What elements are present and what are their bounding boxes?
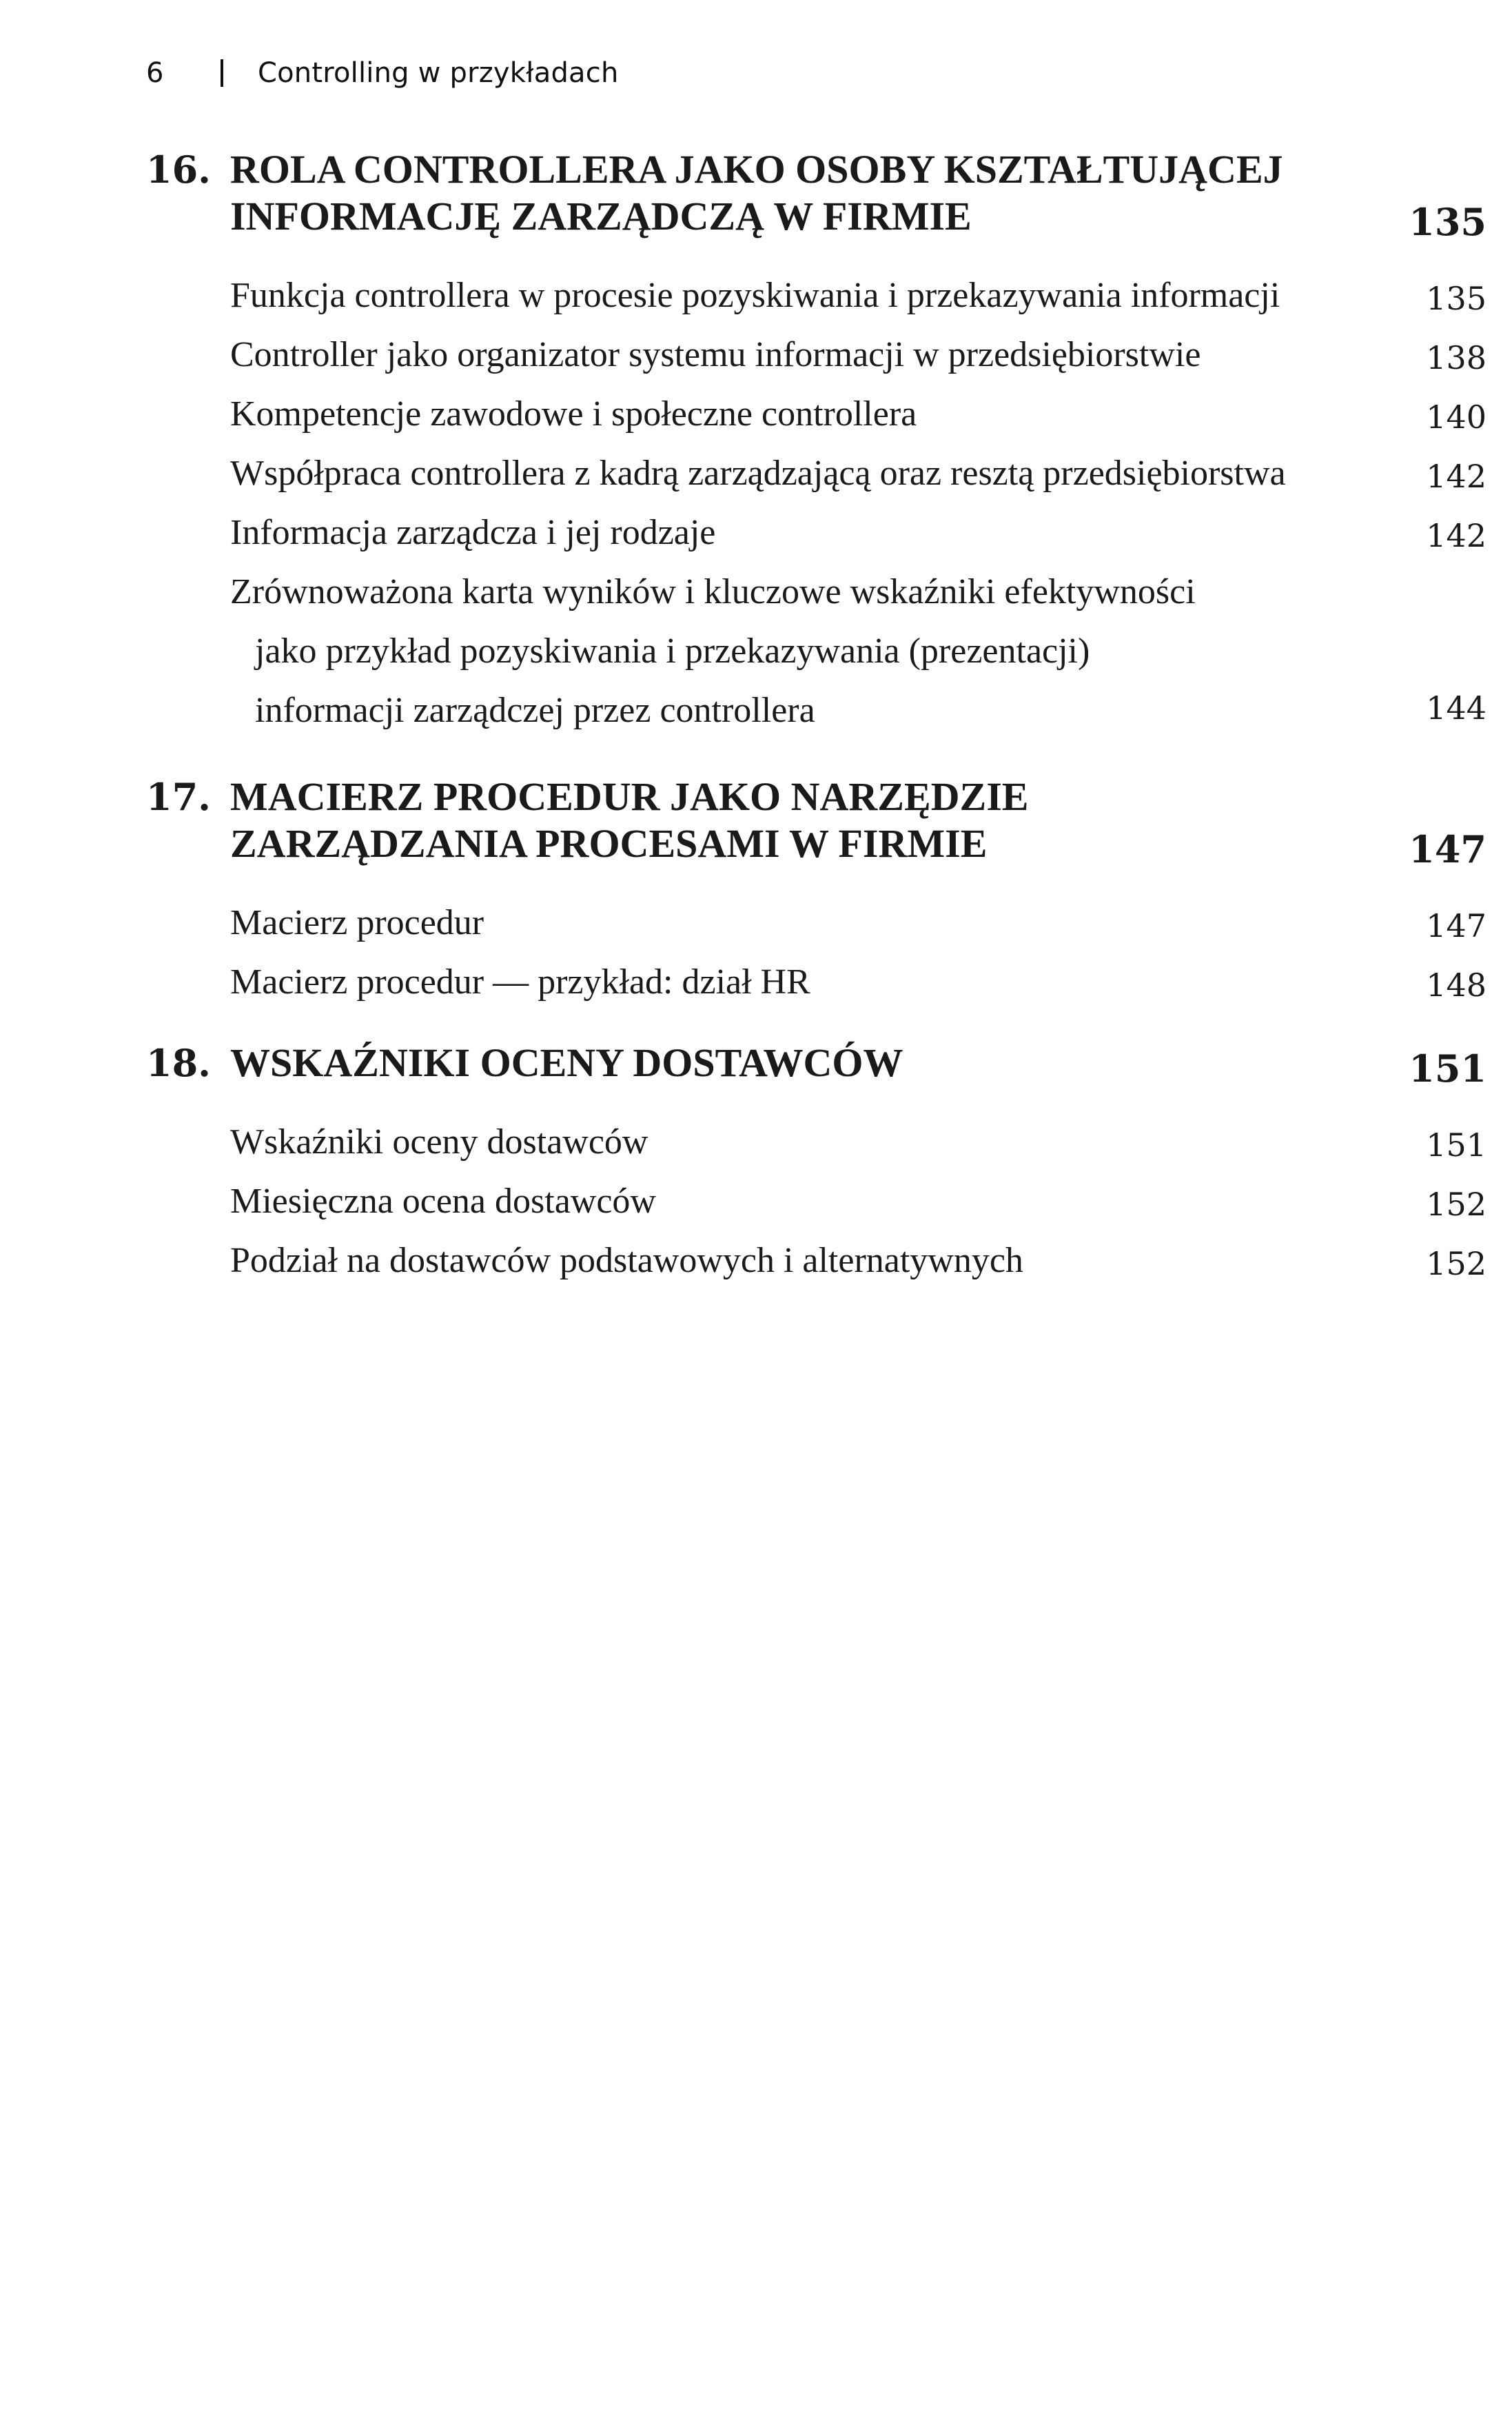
toc-entry [230,266,1487,325]
entry-title: Funkcja controllera w procesie pozyskiwania i przekazywania informacji [230,276,1280,315]
chapter-title-line: MACIERZ PROCEDUR JAKO NARZĘDZIE [230,774,1029,819]
toc-entry [230,1172,1487,1231]
section-list [230,893,1487,1012]
toc-entry [230,1231,1487,1291]
entry-page: 151 [1426,1126,1487,1164]
entry-title: Miesięczna ocena dostawców [230,1182,656,1221]
entry-title: Macierz procedur [230,903,484,942]
toc-entry [230,385,1487,444]
entry-page: 152 [1426,1186,1487,1223]
entry-page: 135 [1426,280,1487,317]
book-title: Controlling w przykładach [258,57,619,89]
entry-title-line: informacji zarządczej przez controllera [255,691,815,730]
entry-page: 144 [1426,689,1487,727]
chapter-page: 151 [1409,1046,1487,1091]
entry-page: 148 [1426,966,1487,1004]
toc-entry [230,563,1487,740]
toc-entry [230,325,1487,385]
entry-title: Informacja zarządcza i jej rodzaje [230,513,716,552]
entry-page: 142 [1426,517,1487,554]
chapter-heading [146,146,1487,244]
entry-title: Macierz procedur — przykład: dział HR [230,962,810,1002]
entry-page: 147 [1426,907,1487,944]
chapter-page: 147 [1409,827,1487,871]
chapter-number: 18. [146,1041,211,1085]
chapter-heading [146,1040,1487,1091]
entry-page: 140 [1426,398,1487,436]
chapter-16 [146,146,1487,751]
chapter-17 [146,773,1487,1023]
toc-entry [230,893,1487,953]
header-separator [221,59,223,87]
entry-page: 152 [1426,1245,1487,1282]
entry-page: 142 [1426,458,1487,495]
chapter-title-line: ROLA CONTROLLERA JAKO OSOBY KSZTAŁTUJĄCEJ [230,147,1283,192]
toc-entry [230,444,1487,503]
section-list [230,1113,1487,1291]
chapter-number: 16. [146,148,211,192]
chapter-page: 135 [1409,200,1487,244]
running-header [146,54,619,92]
chapter-number: 17. [146,775,211,819]
chapter-heading [146,773,1487,871]
toc-entry [230,953,1487,1012]
entry-title-line: jako przykład pozyskiwania i przekazywania (prezentacji) [255,631,1090,671]
chapter-title [230,773,1319,867]
entry-title: Podział na dostawców podstawowych i alternatywnych [230,1241,1023,1280]
entry-title: Controller jako organizator systemu informacji w przedsiębiorstwie [230,335,1201,374]
chapter-title [230,146,1319,240]
toc-entry [230,1113,1487,1172]
chapter-18 [146,1040,1487,1302]
entry-title: Wskaźniki oceny dostawców [230,1122,648,1162]
entry-title: Współpraca controllera z kadrą zarządzającą oraz resztą przedsiębiorstwa [230,454,1286,493]
chapter-title-line: WSKAŹNIKI OCENY DOSTAWCÓW [230,1040,903,1085]
entry-title-line: Zrównoważona karta wyników i kluczowe wskaźniki efektywności [230,572,1196,611]
section-list [230,266,1487,740]
entry-page: 138 [1426,339,1487,376]
chapter-title-line: INFORMACJĘ ZARZĄDCZĄ W FIRMIE [230,194,972,239]
chapter-title [230,1040,1319,1086]
chapter-title-line: ZARZĄDZANIA PROCESAMI W FIRMIE [230,821,988,866]
toc-entry [230,503,1487,563]
entry-title: Kompetencje zawodowe i społeczne controllera [230,394,917,434]
page-number: 6 [146,57,164,89]
